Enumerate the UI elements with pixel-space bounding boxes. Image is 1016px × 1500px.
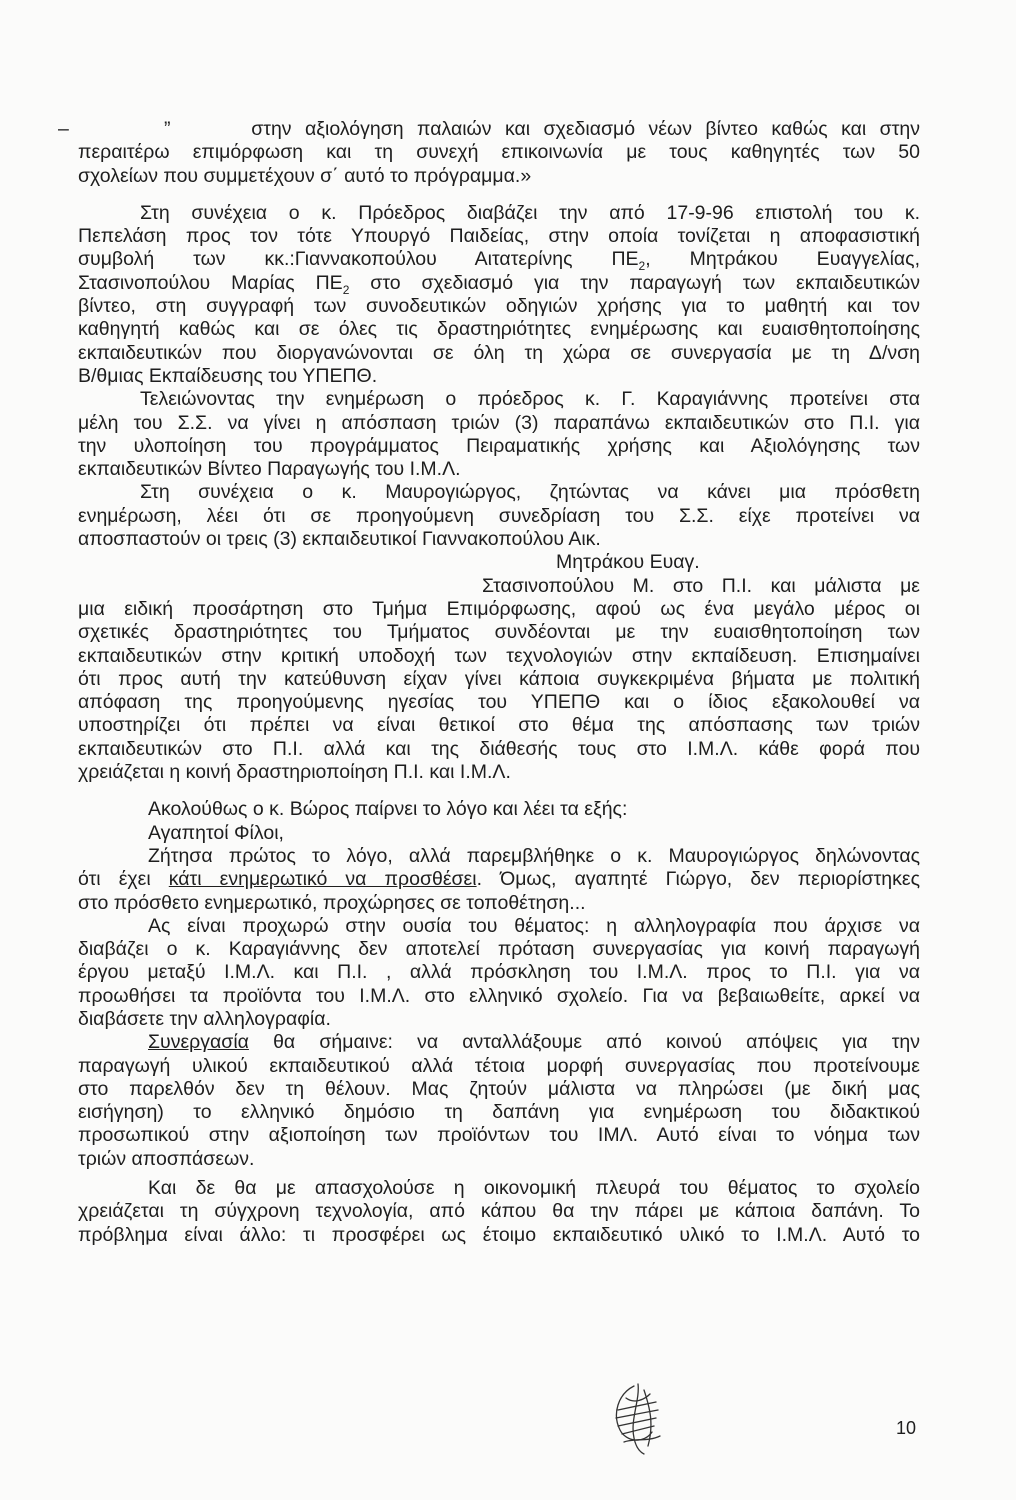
document-body (78, 118, 920, 1247)
text-line: Β/θμιας Εκπαίδευσης του ΥΠΕΠΘ. (78, 364, 378, 387)
paragraph-start: Στη συνέχεια ο κ. Μαυρογιώργος, ζητώντας να κάνει μια πρόσθετη (140, 481, 920, 504)
text-line: πρόβλημα είναι άλλο: τι προσφέρει ως έτοιμο εκπαιδευτικό υλικό το Ι.Μ.Λ. Αυτό το (78, 1223, 920, 1246)
page-number: 10 (896, 1418, 917, 1438)
text-line: ότι προς αυτή την κατεύθυνση είχαν γίνει κάποια συγκεκριμένα βήματα με πολιτική (78, 667, 920, 690)
text-line: μια ειδική προσάρτηση στο Τμήμα Επιμόρφωσης, αφού ως ένα μεγάλο μέρος οι (78, 597, 920, 620)
text-line: Στασινοπούλου Μ. στο Π.Ι. και μάλιστα με (482, 574, 920, 597)
text-line: εκπαιδευτικών Βίντεο Παραγωγής του Ι.Μ.Λ. (78, 458, 461, 481)
text-line: σχετικές δραστηριότητες του Τμήματος συνδέονται με την ευαισθητοποίηση των (78, 621, 920, 644)
paragraph-start: Στη συνέχεια ο κ. Πρόεδρος διαβάζει την από 17-9-96 επιστολή του κ. (140, 201, 920, 224)
text-line: απόφαση της προηγούμενης ηγεσίας του ΥΠΕΠΘ και ο ίδιος εξακολουθεί να (78, 691, 920, 714)
text-line: Στασινοπούλου Μαρίας $\Pi E_2$ στο σχεδιασμό για την παραγωγή των εκπαιδευτικών (78, 271, 920, 296)
paragraph-start: Τελειώνοντας την ενημέρωση ο πρόεδρος κ. Γ. Καραγιάννης προτείνει στα (140, 388, 920, 411)
text-line: εκπαιδευτικών στην κριτική υποδοχή των τεχνολογιών στην εκπαίδευση. Επισημαίνει (78, 644, 920, 667)
text-line: παραγωγή υλικού εκπαιδευτικού αλλά τέτοια μορφή συνεργασίας που προτείνουμε (78, 1054, 920, 1077)
text-line: διαβάζει ο κ. Καραγιάννης δεν αποτελεί πρόταση συνεργασίας για κοινή παραγωγή (78, 938, 920, 961)
text-line: στο πρόσθετο ενημερωτικό, προχώρησες σε τοποθέτηση... (78, 891, 586, 914)
text-line: Πεπελάση προς τον τότε Υπουργό Παιδείας, στην οποία τονίζεται η αποφασιστική (78, 225, 920, 248)
text-line: συμβολή των κκ.:Γιαννακοπούλου Αιτατερίνης $\Pi E_2$, Μητράκου Ευαγγελίας, (78, 248, 920, 272)
text-line: τριών αποσπάσεων. (78, 1147, 255, 1170)
text-line: εκπαιδευτικών που διοργανώνονται σε όλη τη χώρα σε συνεργασία με τη Δ/νση (78, 341, 920, 364)
list-dash: – (58, 118, 69, 140)
text-line: βίντεο, στη συγγραφή των συνοδευτικών οδηγιών χρήσης για το μαθητή και τον (78, 295, 920, 318)
signature-icon (604, 1380, 668, 1456)
paragraph-start: Ζήτησα πρώτος το λόγο, αλλά παρεμβλήθηκε ο κ. Μαυρογιώργος δηλώνοντας (148, 844, 920, 867)
text-line: την υλοποίηση του προγράμματος Πειραματικής χρήσης και Αξιολόγησης των (78, 434, 920, 457)
text-line: χρειάζεται τη σύγχρονη τεχνολογία, από κάπου θα την πάρει με κάποια δαπάνη. Το (78, 1200, 920, 1223)
text-line: προωθήσει τα προϊόντα του Ι.Μ.Λ. στο ελληνικό σχολείο. Για να βεβαιωθείτε, αρκεί να (78, 984, 920, 1007)
paragraph-start: Και δε θα με απασχολούσε η οικονομική πλευρά του θέματος το σχολείο (148, 1177, 920, 1200)
text-line: ενημέρωση, λέει ότι σε προηγούμενη συνεδρίαση του Σ.Σ. είχε προτείνει να (78, 504, 920, 527)
text-line: υποστηρίζει ότι πρέπει να είναι θετικοί στο θέμα της απόσπασης των τριών (78, 714, 920, 737)
text-line: καθηγητή καθώς και σε όλες τις δραστηριότητες ενημέρωσης και ευαισθητοποίησης (78, 318, 920, 341)
text-line: εκπαιδευτικών στο Π.Ι. αλλά και της διάθεσής τους στο Ι.Μ.Λ. κάθε φορά που (78, 737, 920, 760)
text-line: χρειάζεται η κοινή δραστηριοποίηση Π.Ι. και Ι.Μ.Λ. (78, 761, 511, 784)
text-line: ” στην αξιολόγηση παλαιών και σχεδιασμό νέων βίντεο καθώς και στην (164, 118, 920, 140)
text-line: εισήγηση) το ελληνικό δημόσιο τη δαπάνη για ενημέρωση του διδακτικού (78, 1101, 920, 1124)
text-line: έργου μεταξύ Ι.Μ.Λ. και Π.Ι. , αλλά πρόσκληση του Ι.Μ.Λ. προς το Π.Ι. για να (78, 961, 920, 984)
salutation: Αγαπητοί Φίλοι, (148, 821, 284, 844)
text-line: σχολείων που συμμετέχουν σ΄ αυτό το πρόγραμμα.» (78, 164, 532, 187)
text-line: στο παρελθόν δεν τη θέλουν. Μας ζητούν μάλιστα να πληρώσει (με δική μας (78, 1077, 920, 1100)
text-line: ότι έχει κάτι ενημερωτικό να προσθέσει. Όμως, αγαπητέ Γιώργο, δεν περιορίστηκες (78, 868, 920, 891)
text-line: μέλη του Σ.Σ. να γίνει η απόσπαση τριών (3) παραπάνω εκπαιδευτικών στο Π.Ι. για (78, 411, 920, 434)
text-line: προσωπικού στην αξιοποίηση των προϊόντων του ΙΜΛ. Αυτό είναι το νόημα των (78, 1124, 920, 1147)
underlined-word: Συνεργασία (148, 1031, 249, 1054)
paragraph-start: Συνεργασία θα σήμαινε: να ανταλλάξουμε από κοινού απόψεις για την (148, 1031, 920, 1054)
text-line: περαιτέρω επιμόρφωση και τη συνεχή επικοινωνία με τους καθηγητές των 50 (78, 141, 920, 164)
paragraph-start: Ας είναι προχωρώ στην ουσία του θέματος: η αλληλογραφία που άρχισε να (148, 914, 920, 937)
text-line: αποσπαστούν οι τρεις (3) εκπαιδευτικοί Γιαννακοπούλου Αικ. (78, 528, 601, 551)
text-line: Μητράκου Ευαγ. (556, 551, 700, 574)
text-line: διαβάσετε την αλληλογραφία. (78, 1007, 331, 1030)
underlined-phrase: κάτι ενημερωτικό να προσθέσει (168, 868, 477, 891)
paragraph-start: Ακολούθως ο κ. Βώρος παίρνει το λόγο και λέει τα εξής: (148, 798, 628, 821)
